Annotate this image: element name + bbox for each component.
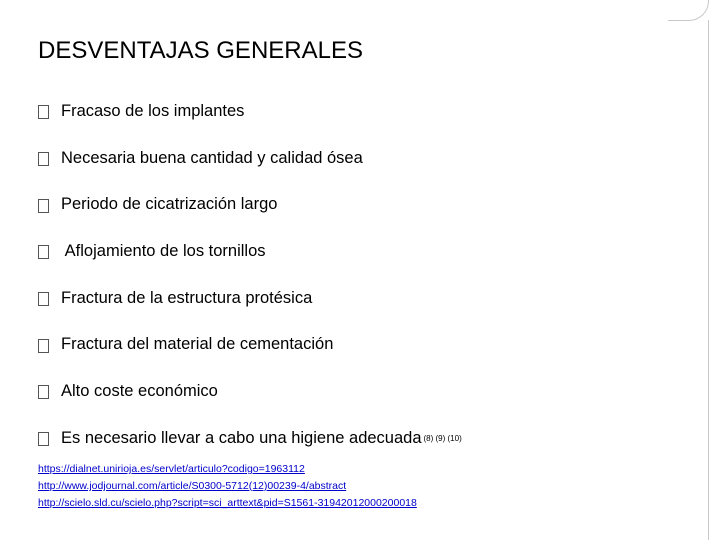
- bullet-item: [38, 228, 462, 275]
- reference-link[interactable]: https://dialnet.unirioja.es/servlet/articulo?codigo=1963112: [38, 463, 305, 475]
- citation-superscript: (8) (9) (10): [423, 433, 462, 443]
- bullet-text: Periodo de cicatrización largo: [61, 195, 278, 214]
- slide-title: DESVENTAJAS GENERALES: [38, 37, 363, 64]
- reference-link[interactable]: http://www.jodjournal.com/article/S0300-5712(12)00239-4/abstract: [38, 480, 347, 492]
- decorative-frame-corner: [668, 0, 709, 21]
- bullet-text: Fractura del material de cementación: [61, 335, 334, 354]
- bullet-text: Aflojamiento de los tornillos: [61, 241, 266, 260]
- bullet-box-icon: [38, 105, 49, 119]
- reference-link[interactable]: http://scielo.sld.cu/scielo.php?script=sci_arttext&pid=S1561-31942012000200018: [38, 497, 417, 509]
- bullet-item: [38, 135, 462, 182]
- bullet-box-icon: [38, 385, 49, 399]
- bullet-text: Alto coste económico: [61, 381, 218, 400]
- bullet-item: [38, 321, 462, 368]
- bullet-box-icon: [38, 199, 49, 213]
- bullet-item: [38, 415, 462, 462]
- bullet-item: [38, 181, 462, 228]
- bullet-item: [38, 275, 462, 322]
- bullet-box-icon: [38, 339, 49, 353]
- bullet-box-icon: [38, 292, 49, 306]
- bullet-box-icon: [38, 152, 49, 166]
- bullet-box-icon: [38, 432, 49, 446]
- bullet-text: Fracaso de los implantes: [61, 101, 245, 120]
- bullet-text: Necesaria buena cantidad y calidad ósea: [61, 148, 363, 167]
- decorative-frame-line: [708, 20, 709, 540]
- bullet-list: [38, 88, 462, 462]
- references: [38, 461, 417, 512]
- bullet-item: [38, 88, 462, 135]
- bullet-item: [38, 368, 462, 415]
- bullet-text: Fractura de la estructura protésica: [61, 288, 313, 307]
- bullet-text: Es necesario llevar a cabo una higiene adecuada: [61, 428, 422, 447]
- bullet-box-icon: [38, 245, 49, 259]
